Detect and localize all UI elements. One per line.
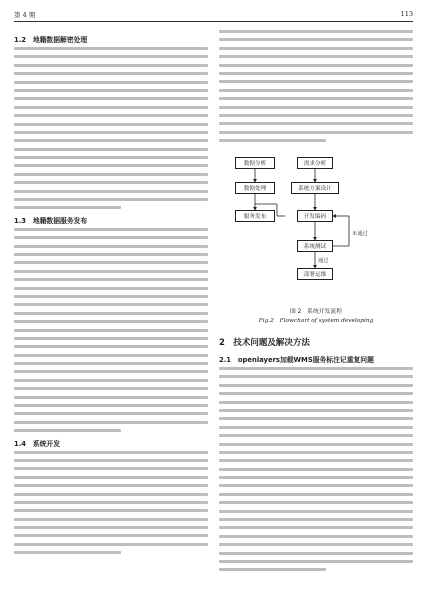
text-line-placeholder: [14, 64, 208, 67]
page-number: 113: [400, 10, 413, 18]
text-line-placeholder: [14, 543, 208, 546]
text-line-placeholder: [14, 526, 208, 529]
text-line-placeholder: [14, 156, 208, 159]
text-line-placeholder: [14, 312, 208, 315]
text-line-placeholder: [219, 401, 413, 404]
text-line-placeholder: [219, 426, 413, 429]
text-line-placeholder: [219, 443, 413, 446]
text-line-placeholder: [14, 270, 208, 273]
text-line-placeholder: [14, 261, 208, 264]
text-line-placeholder: [14, 114, 208, 117]
box-requirements-analysis: 需求分析: [297, 157, 333, 169]
text-line-placeholder: [14, 467, 208, 470]
section-1-4-body: [14, 451, 208, 555]
box-system-testing: 系统测试: [297, 240, 333, 252]
text-line-placeholder: [14, 198, 208, 201]
text-line-placeholder: [14, 148, 208, 151]
text-line-placeholder: [219, 392, 413, 395]
text-line-placeholder: [219, 451, 413, 454]
running-header: [14, 8, 413, 22]
text-line-placeholder: [14, 181, 208, 184]
text-line-placeholder: [14, 228, 208, 231]
section-1-2-heading: 1.2 地籍数据解密处理: [14, 36, 88, 44]
text-line-placeholder: [219, 468, 413, 471]
text-line-placeholder: [14, 396, 208, 399]
box-system-design: 系统方案设计: [291, 182, 339, 194]
text-line-placeholder: [219, 560, 413, 563]
text-line-placeholder: [219, 38, 413, 41]
text-line-placeholder: [14, 534, 208, 537]
box-data-processing: 数据处理: [235, 182, 275, 194]
section-1-4-heading: 1.4 系统开发: [14, 439, 61, 448]
text-line-placeholder: [14, 412, 208, 415]
text-line-placeholder: [14, 345, 208, 348]
text-line-placeholder: [14, 451, 208, 454]
text-line-placeholder: [14, 123, 208, 126]
text-line-placeholder: [14, 379, 208, 382]
text-line-placeholder: [219, 543, 413, 546]
section-2-1-heading: 2.1 openlayers加载WMS服务标注记重复问题: [219, 356, 374, 364]
text-line-placeholder: [14, 320, 208, 323]
text-line-placeholder: [219, 367, 413, 370]
issue-number: 第 4 期: [14, 11, 36, 19]
text-line-placeholder: [14, 278, 208, 281]
text-line-placeholder: [219, 122, 413, 125]
text-line-placeholder: [219, 139, 326, 142]
text-line-placeholder: [219, 409, 413, 412]
text-line-placeholder: [219, 568, 326, 571]
right-column: [219, 30, 413, 148]
section-1-3-heading: 1.3 地籍数据服务发布: [14, 216, 88, 225]
text-line-placeholder: [14, 245, 208, 248]
text-line-placeholder: [14, 329, 208, 332]
text-line-placeholder: [219, 131, 413, 134]
right-column-lower: [219, 328, 413, 577]
figure-2-caption-zh: 图 2 系统开发流程: [290, 309, 342, 315]
text-line-placeholder: [219, 375, 413, 378]
text-line-placeholder: [14, 97, 208, 100]
text-line-placeholder: [14, 206, 121, 209]
box-development-coding: 开发编码: [297, 210, 333, 222]
section-2-heading: 2 技术问题及解决方法: [219, 338, 310, 348]
section-2-1-body: [219, 367, 413, 571]
text-line-placeholder: [219, 114, 413, 117]
text-line-placeholder: [14, 387, 208, 390]
text-line-placeholder: [219, 89, 413, 92]
edge-label-fail: 未通过: [352, 231, 368, 237]
text-line-placeholder: [14, 421, 208, 424]
text-line-placeholder: [14, 501, 208, 504]
text-line-placeholder: [219, 552, 413, 555]
text-line-placeholder: [219, 47, 413, 50]
text-line-placeholder: [219, 72, 413, 75]
text-line-placeholder: [14, 139, 208, 142]
text-line-placeholder: [14, 72, 208, 75]
text-line-placeholder: [14, 131, 208, 134]
text-line-placeholder: [14, 493, 208, 496]
box-data-analysis: 数据分析: [235, 157, 275, 169]
text-line-placeholder: [14, 295, 208, 298]
text-line-placeholder: [219, 535, 413, 538]
section-1-3-body: [14, 228, 208, 432]
text-line-placeholder: [14, 236, 208, 239]
text-line-placeholder: [219, 434, 413, 437]
text-line-placeholder: [14, 518, 208, 521]
text-line-placeholder: [219, 493, 413, 496]
text-line-placeholder: [219, 417, 413, 420]
right-top-body: [219, 30, 413, 142]
text-line-placeholder: [219, 484, 413, 487]
text-line-placeholder: [14, 509, 208, 512]
text-line-placeholder: [219, 384, 413, 387]
text-line-placeholder: [14, 47, 208, 50]
left-column: [14, 30, 208, 560]
text-line-placeholder: [14, 404, 208, 407]
text-line-placeholder: [219, 64, 413, 67]
text-line-placeholder: [219, 459, 413, 462]
text-line-placeholder: [219, 518, 413, 521]
text-line-placeholder: [14, 476, 208, 479]
text-line-placeholder: [14, 106, 208, 109]
text-line-placeholder: [14, 190, 208, 193]
text-line-placeholder: [219, 526, 413, 529]
text-line-placeholder: [14, 89, 208, 92]
text-line-placeholder: [14, 484, 208, 487]
box-service-publishing: 服务发布: [235, 210, 275, 222]
text-line-placeholder: [14, 164, 208, 167]
text-line-placeholder: [219, 97, 413, 100]
text-line-placeholder: [219, 510, 413, 513]
text-line-placeholder: [219, 80, 413, 83]
text-line-placeholder: [14, 303, 208, 306]
text-line-placeholder: [14, 429, 121, 432]
figure-2-flowchart: [219, 152, 413, 302]
text-line-placeholder: [219, 55, 413, 58]
text-line-placeholder: [219, 106, 413, 109]
box-deployment-ops: 部署运维: [297, 268, 333, 280]
text-line-placeholder: [14, 370, 208, 373]
text-line-placeholder: [14, 81, 208, 84]
text-line-placeholder: [14, 173, 208, 176]
edge-label-pass: 通过: [318, 258, 329, 264]
text-line-placeholder: [14, 337, 208, 340]
text-line-placeholder: [219, 476, 413, 479]
text-line-placeholder: [14, 551, 121, 554]
text-line-placeholder: [14, 362, 208, 365]
text-line-placeholder: [14, 459, 208, 462]
text-line-placeholder: [14, 253, 208, 256]
text-line-placeholder: [219, 30, 413, 33]
figure-2-caption-en: Fig.2 Flowchart of system developing: [258, 318, 374, 324]
section-1-2-body: [14, 47, 208, 209]
text-line-placeholder: [219, 501, 413, 504]
text-line-placeholder: [14, 55, 208, 58]
text-line-placeholder: [14, 287, 208, 290]
text-line-placeholder: [14, 354, 208, 357]
